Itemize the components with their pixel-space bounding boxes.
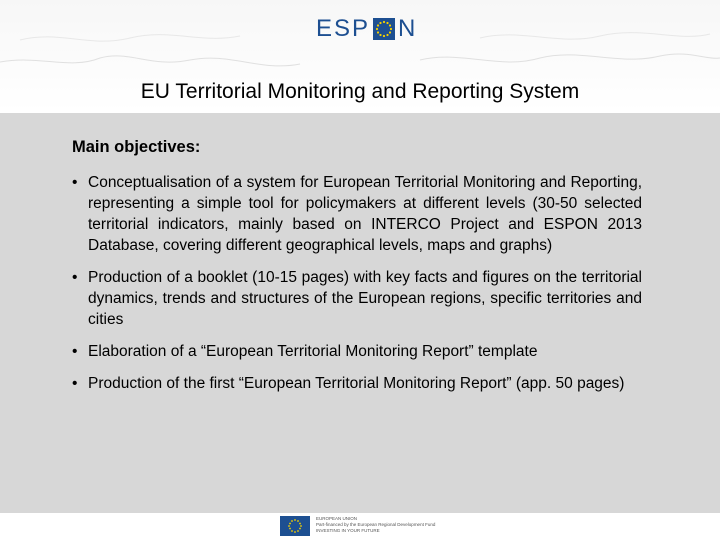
logo-text-left: ESP [316,15,371,42]
list-item: • Production of a booklet (10-15 pages) with key facts and figures on the territorial dynamics, trends and structures of the European regions, specific territories and cities [72,267,642,330]
list-item: • Production of the first “European Territorial Monitoring Report” (app. 50 pages) [72,373,642,394]
objectives-list [72,172,642,405]
eu-funding-text [316,516,456,534]
section-heading: Main objectives: [72,138,201,156]
eu-stars-icon [373,18,395,40]
list-item: • Elaboration of a “European Territorial Monitoring Report” template [72,341,642,362]
eu-line-2: Part-financed by the European Regional Development Fund [316,522,436,527]
eu-line-1: EUROPEAN UNION [316,516,358,521]
slide-title: EU Territorial Monitoring and Reporting System [140,80,580,103]
list-item: • Conceptualisation of a system for European Territorial Monitoring and Reporting, representing a simple tool for policymakers at different levels (30-50 selected territorial indicators, mainly based on INTERCO Project and ESPON 2013 Database, covering different geographical levels, maps and graphs) [72,172,642,256]
eu-flag-icon [280,516,310,536]
eu-line-3: INVESTING IN YOUR FUTURE [316,528,380,533]
logo-text-right: N [398,15,418,42]
espon-logo [316,12,417,46]
